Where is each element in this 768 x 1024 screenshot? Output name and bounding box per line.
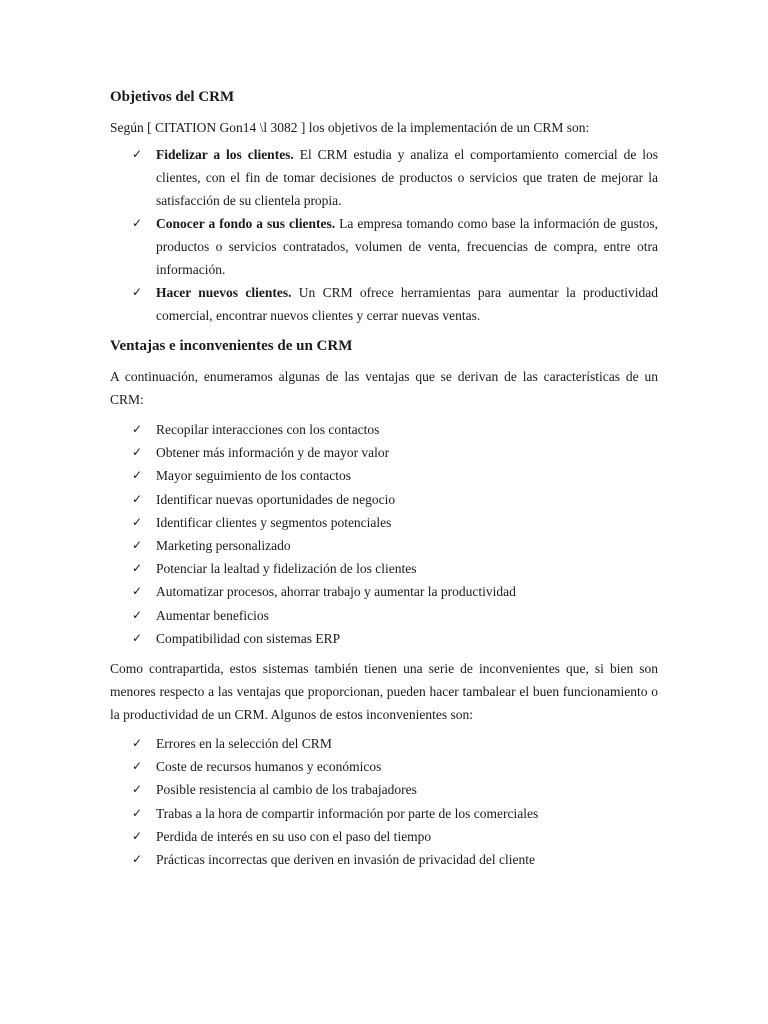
checkmark-icon: ✓ [132,491,143,506]
checkmark-icon: ✓ [132,468,143,483]
list-item [110,441,658,464]
item-text: Perdida de interés en su uso con el paso del tiempo [156,828,432,844]
item-text: Obtener más información y de mayor valor [156,445,390,461]
list-item [110,143,658,212]
checkmark-icon: ✓ [132,538,143,553]
checkmark-icon: ✓ [132,805,143,820]
item-text: Errores en la selección del CRM [156,736,332,752]
checkmark-icon: ✓ [132,285,143,299]
item-text: Aumentar beneficios [156,607,269,623]
list-item [110,511,658,534]
ventajas-intro: A continuación, enumeramos algunas de las ventajas que se derivan de las características de un CRM: [110,369,658,407]
list-item [110,418,658,441]
section-title-objetivos: Objetivos del CRM [110,89,235,105]
list-item [110,825,658,848]
checkmark-icon: ✓ [132,216,143,230]
list-item [110,755,658,778]
checkmark-icon: ✓ [132,561,143,576]
list-item [110,848,658,871]
checkmark-icon: ✓ [132,782,143,797]
list-item [110,604,658,627]
checkmark-icon: ✓ [132,422,143,436]
list-item [110,212,658,281]
objetivos-list [110,143,658,327]
list-item [110,557,658,580]
item-bold-label: Fidelizar a los clientes. [156,147,294,162]
checkmark-icon: ✓ [132,852,143,867]
item-text: Marketing personalizado [156,538,291,554]
list-item [110,627,658,650]
item-description: El CRM estudia y analiza el comportamiento comercial de los clientes, con el fin de tomar decisiones de productos o servicios que traten de mejorar la satisfacción de su clientela propia. [156,147,658,208]
inconvenientes-intro: Como contrapartida, estos sistemas también tienen una serie de inconvenientes que, si bien son menores respecto a las ventajas que proporcionan, pueden hacer tambalear el buen funcionamiento o la productividad de un CRM. Algunos de estos inconvenientes son: [110,661,658,723]
list-item [110,281,658,327]
item-text: Mayor seguimiento de los contactos [156,468,351,484]
objetivos-intro: Según [ CITATION Gon14 \l 3082 ] los objetivos de la implementación de un CRM son: [110,120,590,135]
item-text: Posible resistencia al cambio de los trabajadores [156,782,417,798]
checkmark-icon: ✓ [132,514,143,529]
item-text: Prácticas incorrectas que deriven en invasión de privacidad del cliente [156,852,535,868]
list-item [110,464,658,487]
item-bold-label: Conocer a fondo a sus clientes. [156,216,336,231]
item-description: Un CRM ofrece herramientas para aumentar la productividad comercial, encontrar nuevos clientes y cerrar nuevas ventas. [156,285,659,323]
list-item [110,802,658,825]
item-text: Trabas a la hora de compartir información por parte de los comerciales [156,805,539,821]
item-text: Identificar nuevas oportunidades de negocio [156,491,396,507]
list-item [110,778,658,801]
list-item [110,580,658,603]
checkmark-icon: ✓ [132,147,143,161]
advantages-list [110,418,658,650]
checkmark-icon: ✓ [132,828,143,843]
item-text: Coste de recursos humanos y económicos [156,759,382,775]
item-text: Compatibilidad con sistemas ERP [156,630,341,646]
item-text: Potenciar la lealtad y fidelización de los clientes [156,561,417,577]
list-item [110,488,658,511]
checkmark-icon: ✓ [132,630,143,645]
item-text: Recopilar interacciones con los contactos [156,422,380,437]
item-bold-label: Hacer nuevos clientes. [156,285,292,300]
checkmark-icon: ✓ [132,584,143,599]
item-text: Automatizar procesos, ahorrar trabajo y aumentar la productividad [156,584,516,600]
checkmark-icon: ✓ [132,736,143,751]
checkmark-icon: ✓ [132,445,143,460]
list-item [110,732,658,755]
checkmark-icon: ✓ [132,759,143,774]
disadvantages-list [110,732,658,871]
section-title-ventajas: Ventajas e inconvenientes de un CRM [110,338,353,354]
item-description: La empresa tomando como base la información de gustos, productos o servicios contratados, volumen de venta, frecuencias de compra, entre otra información. [156,216,658,277]
list-item [110,534,658,557]
item-text: Identificar clientes y segmentos potenciales [156,514,392,530]
checkmark-icon: ✓ [132,607,143,622]
